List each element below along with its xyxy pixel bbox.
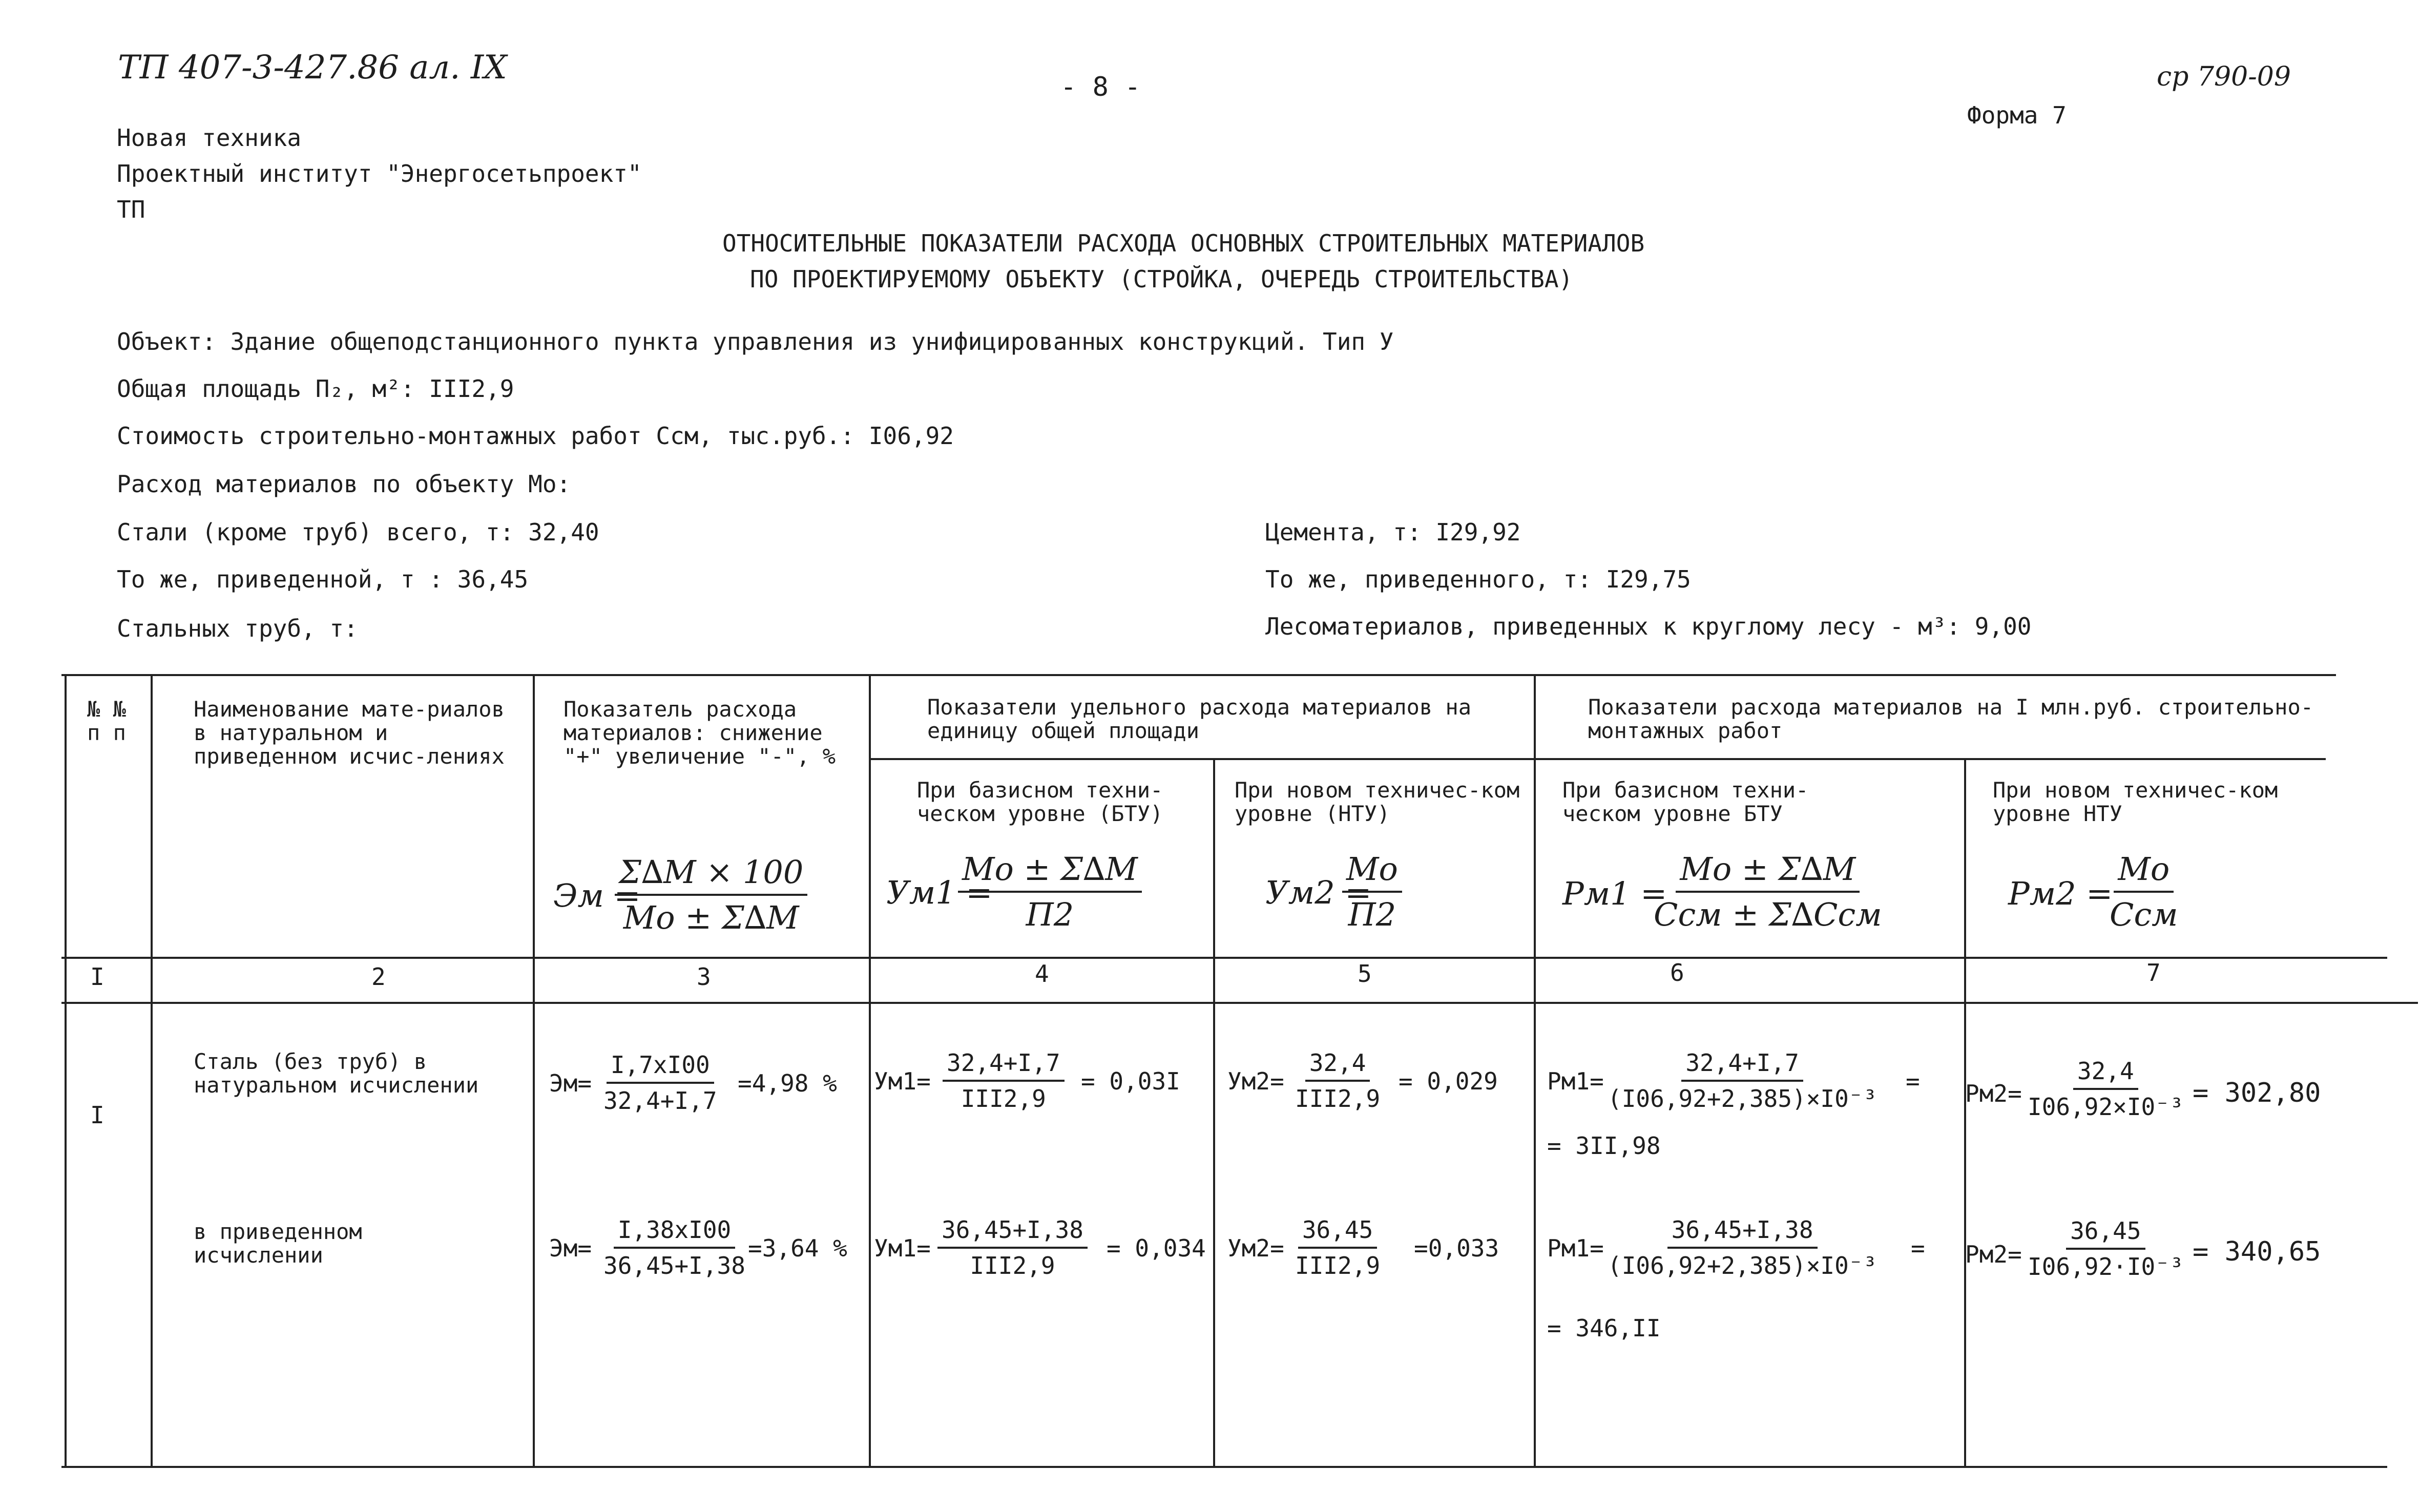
info-consumption: Расход материалов по объекту Мо:: [117, 470, 571, 498]
org-line-3: ТП: [117, 196, 145, 223]
archive-mark: ТП 407-3-427.86 ал. IX: [118, 49, 507, 87]
row-number: I: [90, 1101, 105, 1129]
col-number-3: 3: [697, 963, 711, 991]
page-number: - 8 -: [1060, 72, 1141, 102]
header-col-2: Наименование мате-риалов в натуральном и приведенном исчис-лениях: [194, 697, 505, 769]
header-group-cost: Показатели расхода материалов на I млн.руб. строительно-монтажных работ: [1588, 695, 2314, 743]
corner-mark: ср 790-09: [2157, 61, 2291, 92]
org-line-2: Проектный институт "Энергосетьпроект": [117, 160, 642, 187]
title-line-2: ПО ПРОЕКТИРУЕМОМУ ОБЪЕКТУ (СТРОЙКА, ОЧЕРЕДЬ СТРОИТЕЛЬСТВА): [750, 265, 1573, 293]
info-steel-pipes: Стальных труб, т:: [117, 615, 358, 642]
header-col-4: При базисном техни-ческом уровне (БТУ): [917, 778, 1163, 826]
header-group-area: Показатели удельного расхода материалов на единицу общей площади: [927, 695, 1472, 743]
col-number-6: 6: [1670, 959, 1684, 986]
col-number-2: 2: [371, 963, 386, 991]
info-timber: Лесоматериалов, приведенных к круглому лесу - м³: 9,00: [1265, 613, 2032, 640]
col-number-1: I: [90, 963, 105, 991]
info-object: Объект: Здание общеподстанционного пункта управления из унифицированных конструкций. Тип У: [117, 328, 1394, 355]
info-steel: Стали (кроме труб) всего, т: 32,40: [117, 518, 599, 546]
info-steel-reduced: То же, приведенной, т : 36,45: [117, 565, 529, 593]
header-col-6: При базисном техни-ческом уровне БТУ: [1562, 778, 1809, 826]
info-cement-reduced: То же, приведенного, т: I29,75: [1265, 565, 1691, 593]
row-name-reduced: в приведенном исчислении: [194, 1219, 362, 1268]
col-number-7: 7: [2146, 959, 2161, 986]
header-col-1: № № п п: [87, 697, 126, 745]
info-cement: Цемента, т: I29,92: [1265, 518, 1521, 546]
col-number-5: 5: [1358, 960, 1372, 988]
info-cost: Стоимость строительно-монтажных работ Ссм, тыс.руб.: I06,92: [117, 422, 954, 450]
row-name-natural: Сталь (без труб) в натуральном исчислении: [194, 1049, 479, 1098]
org-line-1: Новая техника: [117, 124, 302, 152]
col-number-4: 4: [1035, 960, 1049, 988]
header-col-7: При новом техничес-ком уровне НТУ: [1993, 778, 2278, 826]
info-area: Общая площадь П₂, м²: III2,9: [117, 375, 514, 403]
title-line-1: ОТНОСИТЕЛЬНЫЕ ПОКАЗАТЕЛИ РАСХОДА ОСНОВНЫХ СТРОИТЕЛЬНЫХ МАТЕРИАЛОВ: [722, 229, 1645, 257]
header-col-5: При новом техничес-ком уровне (НТУ): [1235, 778, 1520, 826]
form-label: Форма 7: [1967, 101, 2067, 129]
header-col-3: Показатель расхода материалов: снижение "+" увеличение "-", %: [564, 697, 836, 769]
